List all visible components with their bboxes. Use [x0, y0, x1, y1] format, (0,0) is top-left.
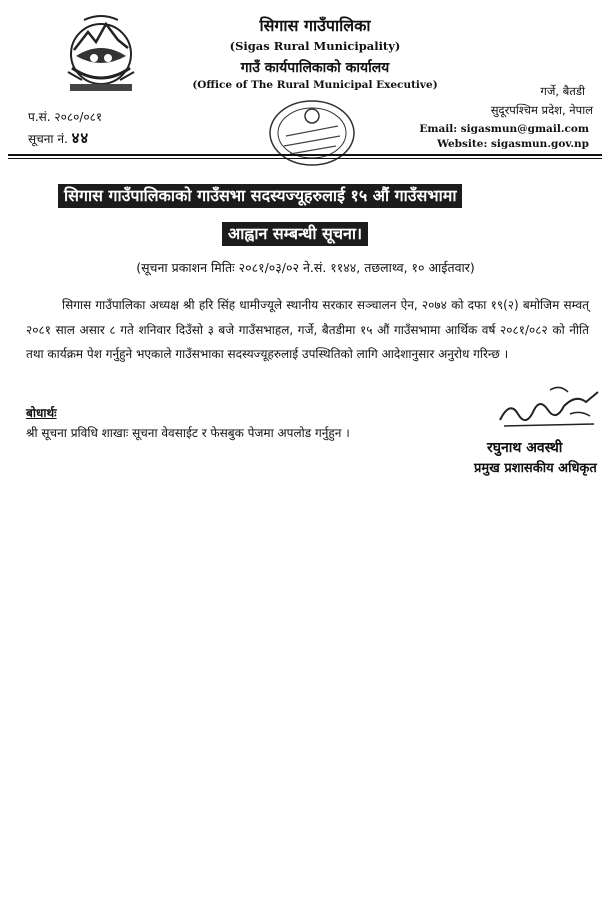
signer-title: प्रमुख प्रशासकीय अधिकृत — [474, 461, 597, 476]
nepal-emblem-icon — [62, 10, 140, 94]
signer-name: रघुनाथ अवस्थी — [487, 440, 563, 456]
publication-date: (सूचना प्रकाशन मितिः २०८१/०३/०२ ने.सं. ११४४, तछलाथ्व, १० आईतवार) — [136, 260, 475, 275]
address-line2: सुदूरपश्चिम प्रदेश, नेपाल — [490, 103, 593, 117]
notice-title-line2: आह्वान सम्बन्धी सूचना। — [222, 222, 368, 246]
website-contact: Website: sigasmun.gov.np — [437, 138, 589, 150]
notice-body: सिगास गाउँपालिका अध्यक्ष श्री हरि सिंह धामीज्यूले स्थानीय सरकार सञ्चालन ऐन, २०७४ को दफा १९(२) बमोजिम सम्वत् २०८१ साल असार ८ गते शनिवार दिउँसो ३ बजे गाउँसभाहल, गर्जे, बैतडीमा १५ औं गाउँसभामा आर्थिक वर्ष २०८१/०८२ को नीति तथा कार्यक्रम पेश गर्नुहुने भएकाले गाउँसभाका सदस्यज्यूहरुलाई उपस्थितिको लागि आदेशानुसार अनुरोध गरिन्छ । — [26, 298, 589, 362]
municipality-name-en: (Sigas Rural Municipality) — [229, 39, 401, 53]
office-name-en: (Office of The Rural Municipal Executive) — [192, 79, 438, 91]
header-divider-thin — [8, 158, 602, 159]
email-contact: Email: sigasmun@gmail.com — [419, 123, 589, 135]
fiscal-year-ref: प.सं. २०८०/०८१ — [28, 110, 103, 124]
notice-number-row — [28, 128, 89, 148]
cc-item: श्री सूचना प्रविधि शाखाः सूचना वेवसाईट र फेसबुक पेजमा अपलोड गर्नुहुन । — [26, 426, 350, 440]
address-line1: गर्जे, बैतडी — [540, 84, 585, 98]
signature-icon — [490, 380, 606, 436]
header-divider — [8, 154, 602, 156]
cc-label: बोधार्थः — [26, 406, 57, 420]
notice-title-line1: सिगास गाउँपालिकाको गाउँसभा सदस्यज्यूहरुलाई १५ औं गाउँसभामा — [58, 184, 462, 208]
notice-number-value: ४४ — [71, 129, 90, 147]
notice-number-label: सूचना नं. — [28, 132, 68, 146]
office-name-np: गाउँ कार्यपालिकाको कार्यालय — [240, 60, 390, 76]
municipality-name-np: सिगास गाउँपालिका — [259, 16, 371, 35]
